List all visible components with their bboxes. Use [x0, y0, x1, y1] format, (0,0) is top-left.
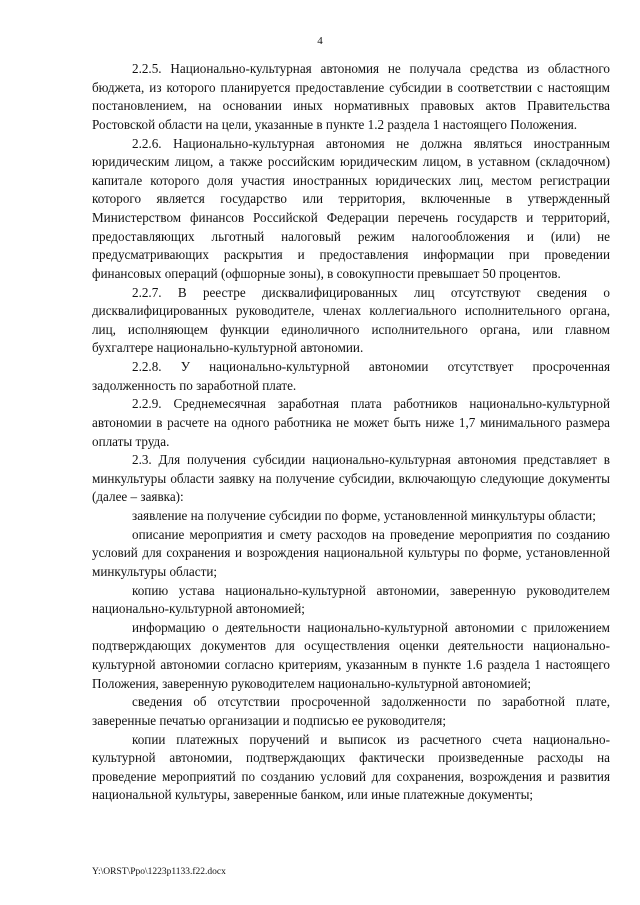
list-item-payment-copies: копии платежных поручений и выписок из расчетного счета национально-культурной автономии, подтверждающих фактически произведенные расходы на проведение мероприятий по созданию условий для сохранения, возрождения и развития национальной культуры, заверенные банком, или иные платежные документы; — [92, 731, 610, 803]
list-item-charter-copy: копию устава национально-культурной автономии, заверенную руководителем национально-культурной автономией; — [92, 582, 610, 617]
list-item-application: заявление на получение субсидии по форме, установленной минкультуры области; — [132, 508, 596, 523]
list-item-activity-info: информацию о деятельности национально-культурной автономии с приложением подтверждающих документов для осуществления оценки деятельности национально-культурной автономии согласно критериям, указанным в пункте 1.6 раздела 1 настоящего Положения, заверенную руководителем национально-культурной автономией; — [92, 619, 610, 691]
file-path-footer: Y:\ORST\Ppo\1223p1133.f22.docx — [92, 867, 226, 877]
list-item-event-description: описание мероприятия и смету расходов на проведение мероприятия по созданию условий для сохранения и возрождения национальной культуры по форме, установленной минкультуры области; — [92, 526, 610, 579]
paragraph-2-2-8: 2.2.8. У национально-культурной автономии отсутствует просроченная задолженность по заработной плате. — [92, 359, 610, 393]
paragraph-2-2-7: 2.2.7. В реестре дисквалифицированных лиц отсутствуют сведения о дисквалифицированных руководителе, членах коллегиального исполнительного органа, лиц, исполняющем функции единоличного исполнительного органа, или главном бухгалтере национально-культурной автономии. — [92, 284, 610, 356]
paragraph-2-2-5: 2.2.5. Национально-культурная автономия не получала средства из областного бюджета, из которого планируется предоставление субсидии в соответствии с настоящим постановлением, на основании иных нормативных правовых актов Правительства Ростовской области на цели, указанные в пункте 1.2 раздела 1 настоящего Положения. — [92, 61, 610, 132]
list-item-no-wage-debt: сведения об отсутствии просроченной задолженности по заработной плате, заверенные печатью организации и подписью ее руководителя; — [92, 694, 610, 728]
paragraph-2-3: 2.3. Для получения субсидии национально-культурная автономия представляет в минкультуры области заявку на получение субсидии, включающую следующие документы (далее – заявка): — [92, 452, 610, 505]
paragraph-2-2-9: 2.2.9. Среднемесячная заработная плата работников национально-культурной автономии в расчете на одного работника не может быть ниже 1,7 минимального размера оплаты труда. — [92, 396, 610, 449]
document-body — [92, 60, 610, 805]
page-number: 4 — [317, 35, 323, 47]
paragraph-2-2-6: 2.2.6. Национально-культурная автономия не должна являться иностранным юридическим лицом, а также российским юридическим лицом, в уставном (складочном) капитале которого доля участия иностранных юридических лиц, местом регистрации которого является государство или территория, включенные в утвержденный Министерством финансов Российской Федерации перечень государств и территорий, предоставляющих льготный налоговый режим налогообложения и (или) не предусматривающих раскрытия и предоставления информации при проведении финансовых операций (офшорные зоны), в совокупности превышает 50 процентов. — [92, 135, 610, 281]
